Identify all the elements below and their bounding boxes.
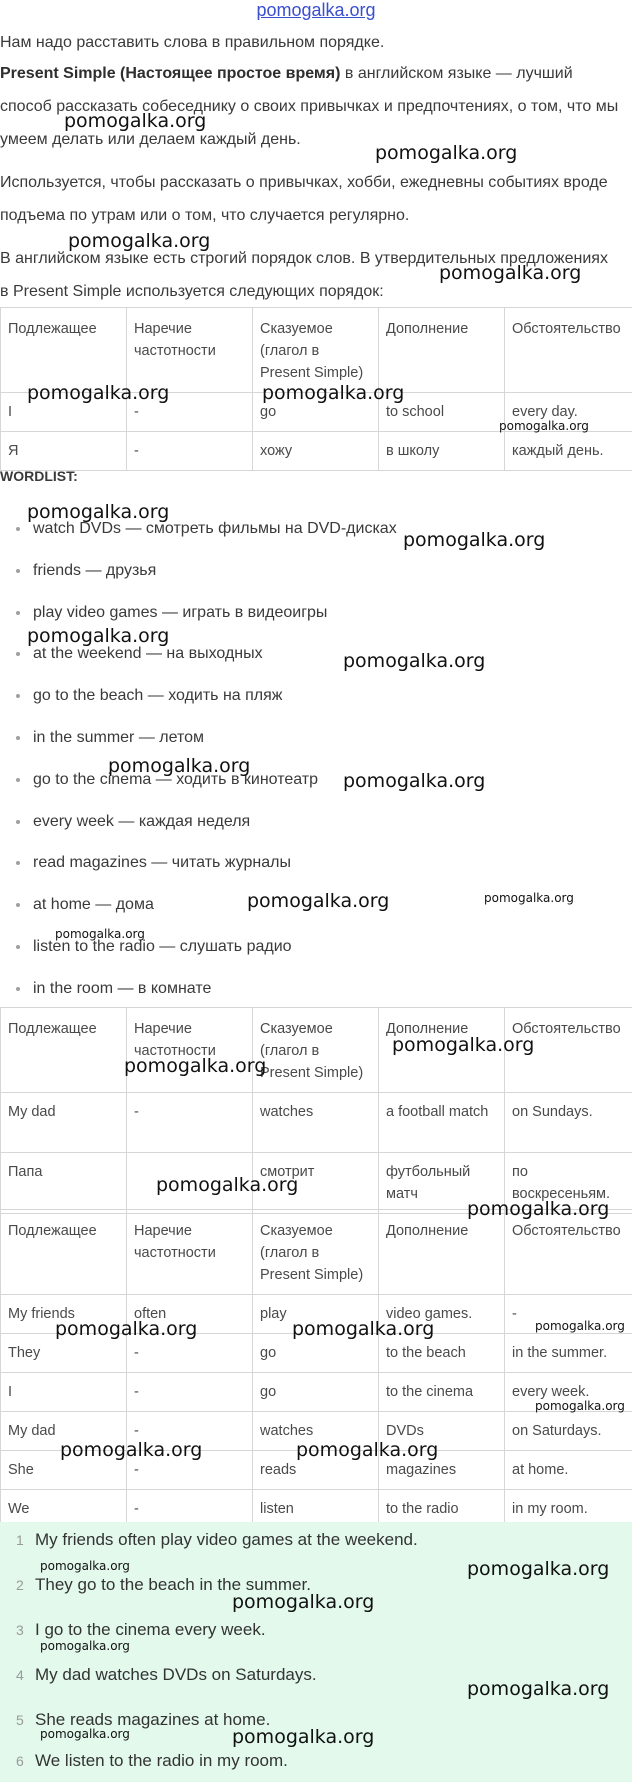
watermark: pomogalka.org [232, 1591, 375, 1613]
table-cell: in my room. [505, 1490, 632, 1529]
table-cell: play [253, 1295, 379, 1334]
list-item: in the summer — летом [0, 725, 620, 767]
table-cell: I [1, 1373, 127, 1412]
watermark: pomogalka.org [343, 770, 486, 792]
watermark: pomogalka.org [64, 110, 207, 132]
table-cell: every day. [505, 393, 632, 432]
header-cell: Наречие частотности [127, 1210, 253, 1295]
header-cell: Подлежащее [1, 308, 127, 393]
answer-text: We listen to the radio in my room. [35, 1751, 288, 1770]
header-cell: Сказуемое (глагол в Present Simple) [253, 1210, 379, 1295]
table-cell: DVDs [379, 1412, 505, 1451]
table-cell: - [127, 432, 253, 471]
watermark: pomogalka.org [535, 1399, 625, 1413]
list-item: go to the cinema — ходить в кинотеатр [0, 767, 620, 809]
table-cell: хожу [253, 432, 379, 471]
answer-number: 3 [16, 1622, 24, 1638]
watermark: pomogalka.org [156, 1174, 299, 1196]
table-cell: a football match [379, 1093, 505, 1153]
watermark: pomogalka.org [247, 890, 390, 912]
list-item: every week — каждая неделя [0, 809, 620, 851]
watermark: pomogalka.org [40, 1639, 130, 1653]
watermark: pomogalka.org [499, 419, 589, 433]
table-cell: every week. [505, 1373, 632, 1412]
watermark: pomogalka.org [68, 230, 211, 252]
header-cell: Наречие частотности [127, 308, 253, 393]
table-header-row [1, 308, 632, 393]
table-cell: in the summer. [505, 1334, 632, 1373]
answer-text: She reads magazines at home. [35, 1710, 271, 1729]
watermark: pomogalka.org [232, 1726, 375, 1748]
answer-text: They go to the beach in the summer. [35, 1575, 311, 1594]
table-cell: video games. [379, 1295, 505, 1334]
watermark: pomogalka.org [60, 1439, 203, 1461]
table-row [1, 1334, 632, 1373]
table-cell: - [127, 1373, 253, 1412]
watermark: pomogalka.org [403, 529, 546, 551]
table-row [1, 1295, 632, 1334]
header-cell: Сказуемое (глагол в Present Simple) [253, 1008, 379, 1093]
watermark: pomogalka.org [262, 382, 405, 404]
header-cell: Обстоятельство [505, 1008, 632, 1093]
table-cell: My dad [1, 1412, 127, 1451]
table-cell: - [127, 1412, 253, 1451]
list-item: at the weekend — на выходных [0, 641, 620, 683]
table-row [1, 393, 632, 432]
intro-paragraph-3: Используется, чтобы рассказать о привычках, хобби, ежедневны событиях вроде подъема по утрам или о том, что случается регулярно. [0, 174, 608, 224]
intro-paragraph-4: В английском языке есть строгий порядок слов. В утвердительных предложениях в Present Simple используется следующих порядок: [0, 250, 608, 300]
watermark: pomogalka.org [296, 1439, 439, 1461]
table-row [1, 1093, 632, 1153]
table-row [1, 432, 632, 471]
table-cell: often [127, 1295, 253, 1334]
watermark: pomogalka.org [467, 1678, 610, 1700]
watermark: pomogalka.org [467, 1198, 610, 1220]
table-cell: She [1, 1451, 127, 1490]
table-cell: go [253, 1334, 379, 1373]
table-cell: on Saturdays. [505, 1412, 632, 1451]
watermark: pomogalka.org [55, 1318, 198, 1340]
table-row [1, 1373, 632, 1412]
table-cell: magazines [379, 1451, 505, 1490]
watermark: pomogalka.org [27, 382, 170, 404]
answer-number: 1 [16, 1532, 24, 1548]
list-item: read magazines — читать журналы [0, 850, 620, 892]
table-cell: My dad [1, 1093, 127, 1153]
table-cell: watches [253, 1412, 379, 1451]
table-cell: футбольный матч [379, 1153, 505, 1214]
list-item: listen to the radio — слушать радио [0, 934, 620, 976]
word-order-table-3 [0, 1209, 632, 1529]
watermark: pomogalka.org [40, 1727, 130, 1741]
table-cell: - [127, 1451, 253, 1490]
watermark: pomogalka.org [467, 1558, 610, 1580]
site-header[interactable] [0, 0, 632, 21]
watermark: pomogalka.org [439, 262, 582, 284]
header-cell: Наречие частотности [127, 1008, 253, 1093]
table-cell: - [127, 393, 253, 432]
answers-panel [0, 1522, 632, 1782]
intro-paragraph-1: Нам надо расставить слова в правильном порядке. [0, 34, 385, 51]
table-cell: to the radio [379, 1490, 505, 1529]
table-cell: I [1, 393, 127, 432]
watermark: pomogalka.org [392, 1034, 535, 1056]
table-cell: по воскресеньям. [505, 1153, 632, 1214]
intro-bold-term: Present Simple (Настоящее простое время) [0, 65, 341, 82]
watermark: pomogalka.org [124, 1055, 267, 1077]
table-cell: listen [253, 1490, 379, 1529]
table-cell: - [127, 1093, 253, 1153]
watermark: pomogalka.org [484, 891, 574, 905]
table-cell: - [127, 1334, 253, 1373]
watermark: pomogalka.org [40, 1559, 130, 1573]
table-header-row [1, 1008, 632, 1093]
table-cell: We [1, 1490, 127, 1529]
header-cell: Подлежащее [1, 1008, 127, 1093]
header-cell: Дополнение [379, 1008, 505, 1093]
word-order-table-2 [0, 1007, 632, 1214]
wordlist [0, 516, 620, 1018]
table-cell [127, 1153, 253, 1214]
table-cell: в школу [379, 432, 505, 471]
answer-text: My friends often play video games at the weekend. [35, 1530, 418, 1549]
table-cell: Я [1, 432, 127, 471]
watermark: pomogalka.org [343, 650, 486, 672]
answer-number: 2 [16, 1577, 24, 1593]
watermark: pomogalka.org [55, 927, 145, 941]
intro-paragraph-2-text: в английском языке — лучший способ рассказать собеседнику о своих привычках и предпочтениях, о том, что мы умеем делать или делаем каждый день. [0, 65, 619, 148]
table-cell: at home. [505, 1451, 632, 1490]
header-cell: Дополнение [379, 308, 505, 393]
header-cell: Дополнение [379, 1210, 505, 1295]
watermark: pomogalka.org [27, 625, 170, 647]
table-cell: - [505, 1295, 632, 1334]
table-cell: - [127, 1490, 253, 1529]
table-cell: to the beach [379, 1334, 505, 1373]
list-item: at home — дома [0, 892, 620, 934]
table-cell: to the cinema [379, 1373, 505, 1412]
header-cell: Подлежащее [1, 1210, 127, 1295]
site-link[interactable]: pomogalka.org [256, 0, 376, 20]
table-cell: go [253, 393, 379, 432]
table-row [1, 1412, 632, 1451]
watermark: pomogalka.org [292, 1318, 435, 1340]
wordlist-title: WORDLIST: [0, 468, 78, 484]
table-row [1, 1153, 632, 1214]
header-cell: Обстоятельство [505, 308, 632, 393]
table-cell: watches [253, 1093, 379, 1153]
watermark: pomogalka.org [375, 142, 518, 164]
table-cell: смотрит [253, 1153, 379, 1214]
table-cell: My friends [1, 1295, 127, 1334]
answer-number: 6 [16, 1753, 24, 1769]
header-cell: Обстоятельство [505, 1210, 632, 1295]
table-cell: go [253, 1373, 379, 1412]
answer-number: 5 [16, 1712, 24, 1728]
answer-text: My dad watches DVDs on Saturdays. [35, 1665, 317, 1684]
list-item: in the room — в комнате [0, 976, 620, 1018]
table-cell: to school [379, 393, 505, 432]
answer-text: I go to the cinema every week. [35, 1620, 266, 1639]
list-item: friends — друзья [0, 558, 620, 600]
word-order-table-1 [0, 307, 632, 471]
header-cell: Сказуемое (глагол в Present Simple) [253, 308, 379, 393]
table-row [1, 1451, 632, 1490]
table-cell: Папа [1, 1153, 127, 1214]
watermark: pomogalka.org [108, 755, 251, 777]
table-cell: каждый день. [505, 432, 632, 471]
answer-number: 4 [16, 1667, 24, 1683]
list-item: watch DVDs — смотреть фильмы на DVD-дисках [0, 516, 620, 558]
table-cell: They [1, 1334, 127, 1373]
watermark: pomogalka.org [27, 501, 170, 523]
list-item: play video games — играть в видеоигры [0, 600, 620, 642]
table-cell: on Sundays. [505, 1093, 632, 1153]
table-cell: reads [253, 1451, 379, 1490]
list-item: go to the beach — ходить на пляж [0, 683, 620, 725]
intro-paragraph-2 [0, 57, 620, 156]
table-header-row [1, 1210, 632, 1295]
watermark: pomogalka.org [535, 1319, 625, 1333]
